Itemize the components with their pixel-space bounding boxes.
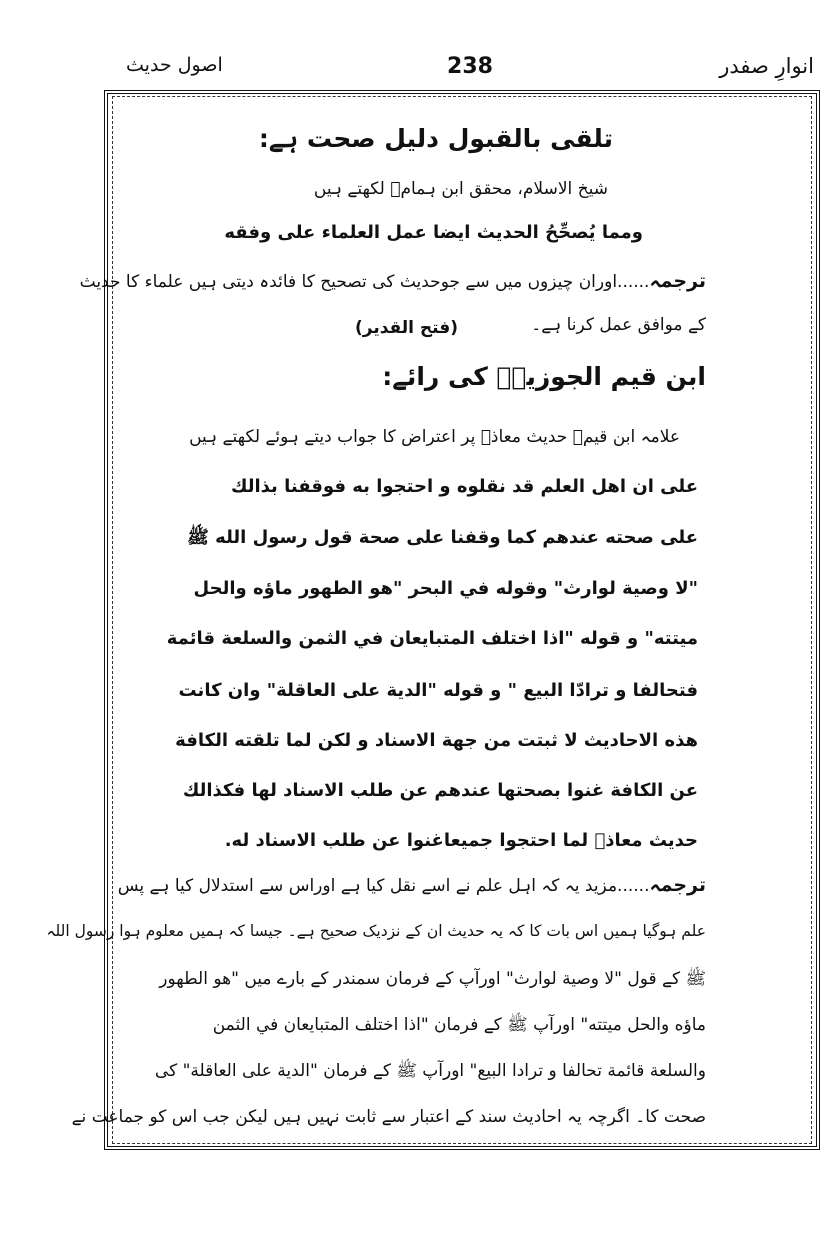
arabic-quote-2-line-4: ميتته" و قوله "اذا اختلف المتبايعان في الثمن والسلعة قائمة bbox=[166, 628, 698, 649]
book-title: انوارِ صفدر bbox=[719, 54, 814, 78]
arabic-quote-2-line-8: حديث معاذؓ لما احتجوا جميعاغنوا عن طلب الاسناد له. bbox=[224, 830, 698, 851]
arabic-quote-1: ومما يُصحِّحُ الحديث ايضا عمل العلماء على وفقه bbox=[224, 222, 643, 243]
heading-acceptance: تلقی بالقبول دلیل صحت ہے: bbox=[258, 124, 613, 153]
source-fath-al-qadir: (فتح القدير) bbox=[354, 318, 458, 338]
translation-2-text: ......مزید یہ کہ اہل علم نے اسے نقل کیا ہے اوراس سے استدلال کیا ہے پس bbox=[117, 876, 650, 896]
translation-2-line-1 bbox=[118, 874, 706, 896]
arabic-quote-2-line-3: "لا وصية لوارث" وقوله في البحر "هو الطهور ماؤه والحل bbox=[193, 578, 698, 599]
arabic-quote-2-line-2: على صحته عندهم كما وقفنا على صحة قول رسول الله ﷺ bbox=[187, 527, 698, 548]
arabic-quote-2-line-5: فتحالفا و ترادّا البيع " و قوله "الدية على العاقلة" وان كانت bbox=[178, 680, 698, 701]
section-title: اصول حدیث bbox=[126, 54, 223, 76]
heading-ibn-qayyim: ابن قیم الجوزیہؒ کی رائے: bbox=[382, 362, 706, 391]
arabic-quote-2-line-7: عن الكافة غنوا بصحتها عندهم عن طلب الاسناد لها فكذالك bbox=[182, 780, 698, 801]
translation-2-line-4: ماؤه والحل ميتته" اورآپ ﷺ کے فرمان "اذا اختلف المتبايعان في الثمن bbox=[212, 1015, 706, 1035]
translation-1-text: ......اوران چیزوں میں سے جوحدیث کی تصحیح کا فائدہ دیتی ہیں علماء کا حدیث bbox=[79, 272, 650, 292]
translation-2-line-2: علم ہوگیا ہمیں اس بات کا کہ یہ حدیث ان کے نزدیک صحیح ہے۔ جیسا کہ ہمیں معلوم ہوا رسول اللہ bbox=[46, 922, 706, 940]
translation-1-line-2: کے موافق عمل کرنا ہے۔ bbox=[531, 315, 706, 335]
intro-ibn-qayyim: علامہ ابن قیمؒ حدیث معاذؓ پر اعتراض کا جواب دیتے ہوئے لکھتے ہیں bbox=[189, 427, 680, 447]
page-number: 238 bbox=[447, 54, 493, 79]
translation-1-line-1 bbox=[80, 270, 706, 292]
tarjama-label: ترجمہ bbox=[649, 270, 706, 292]
arabic-quote-2-line-1: على ان اهل العلم قد نقلوه و احتجوا به فوقفنا بذالك bbox=[230, 476, 698, 497]
tarjama-label-2: ترجمہ bbox=[649, 874, 706, 896]
arabic-quote-2-line-6: هذه الاحاديث لا ثبتت من جهة الاسناد و لكن لما تلقته الكافة bbox=[175, 730, 698, 751]
translation-2-line-6: صحت کا۔ اگرچہ یہ احادیث سند کے اعتبار سے ثابت نہیں ہیں لیکن جب اس کو جماعت نے bbox=[71, 1107, 706, 1127]
page-header bbox=[118, 54, 822, 90]
translation-2-line-5: والسلعة قائمة تحالفا و ترادا البيع" اورآپ ﷺ کے فرمان "الدية على العاقلة" کی bbox=[154, 1061, 706, 1081]
intro-ibn-humam: شیخ الاسلام، محقق ابن ہمامؒ لکھتے ہیں bbox=[313, 179, 608, 199]
translation-2-line-3: ﷺ کے قول "لا وصية لوارث" اورآپ کے فرمان سمندر کے بارے میں "هو الطهور bbox=[159, 969, 706, 989]
